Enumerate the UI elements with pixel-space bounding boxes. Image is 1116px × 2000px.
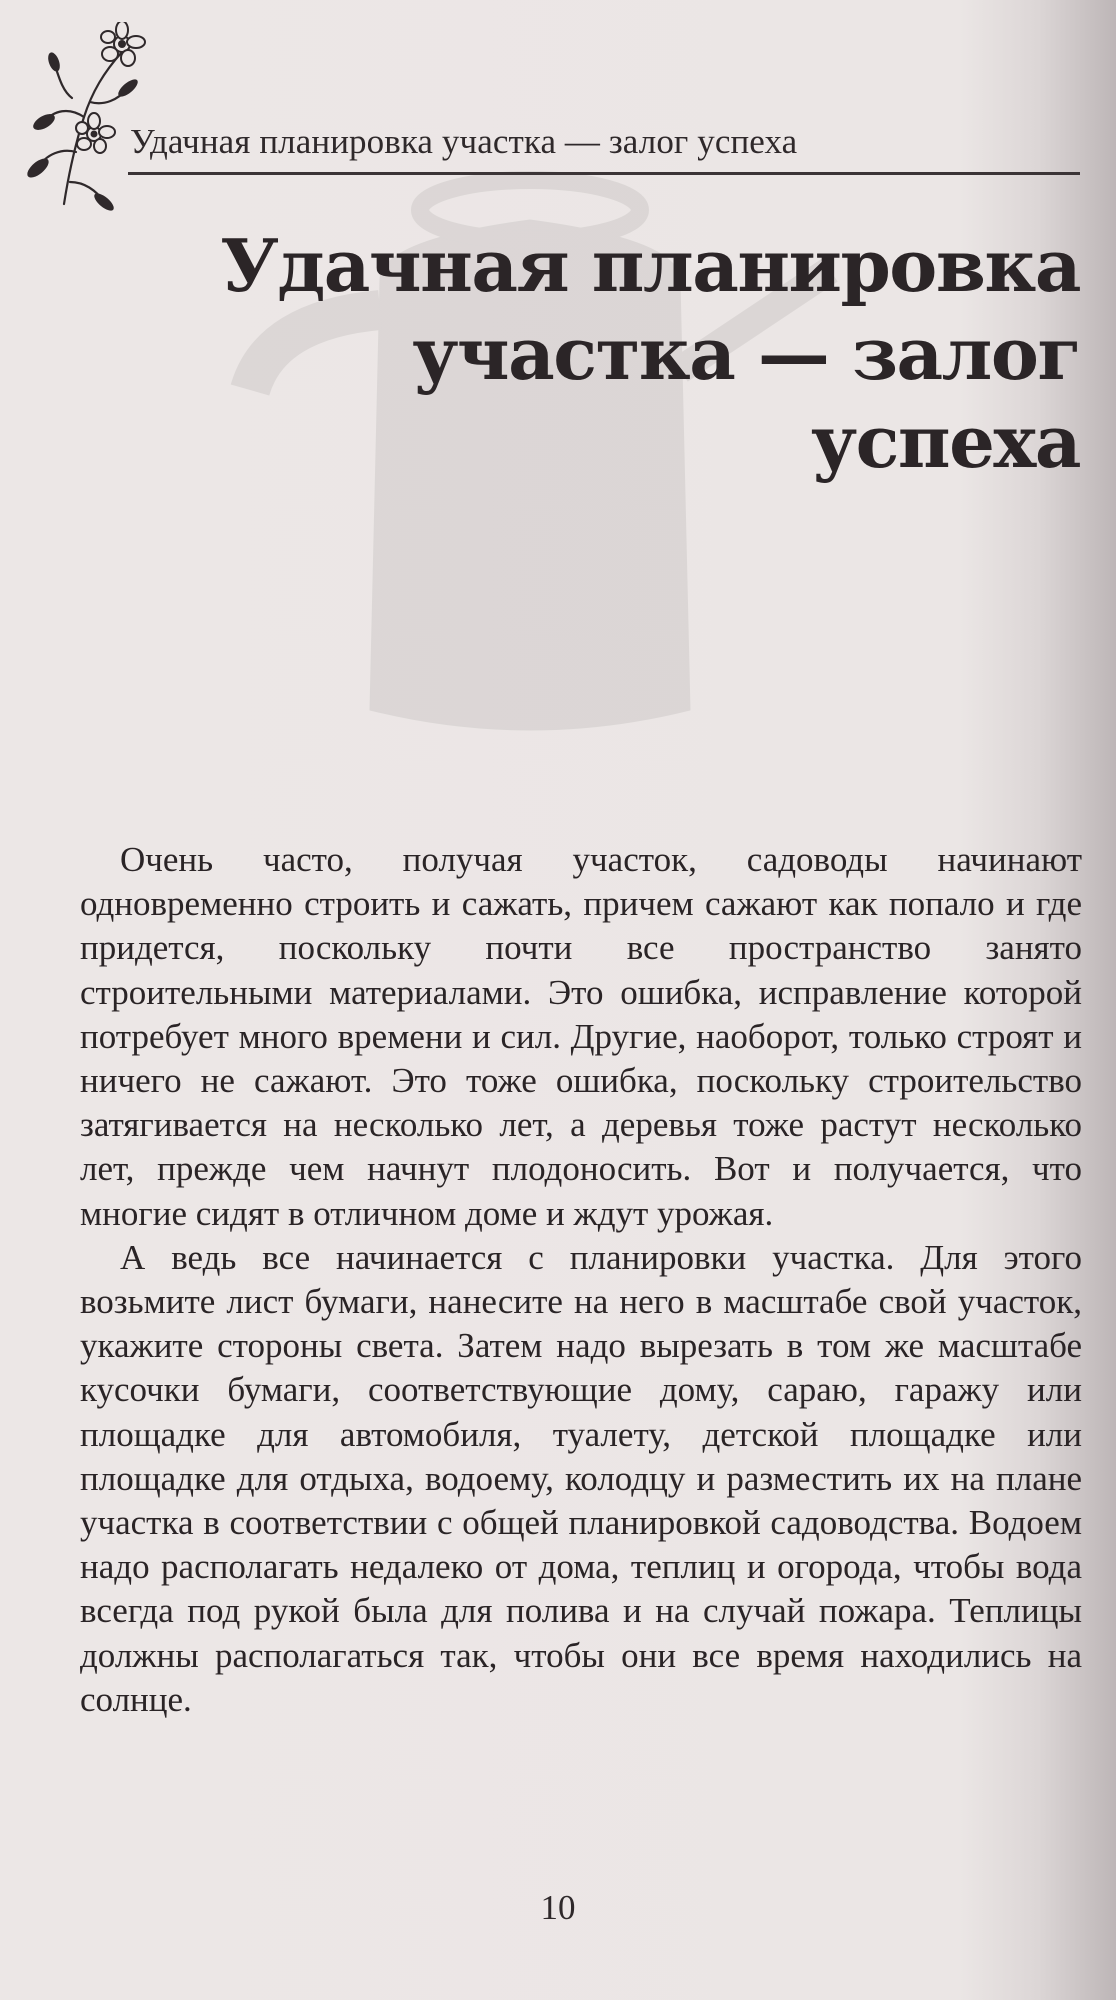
running-header-title: Удачная планировка участка — залог успеха (130, 122, 798, 161)
paragraph: А ведь все начинается с планировки участка. Для этого возьмите лист бумаги, нанесите на него в масштабе свой участок, укажите стороны света. Затем надо вырезать в том же масштабе кусочки бумаги, соответствующие дому, сараю, гаражу или площадке для автомобиля, туалету, детской площадке или площадке для отдыха, водоему, колодцу и разместить их на плане участка в соответствии с общей планировкой садоводства. Водоем надо располагать недалеко от дома, теплиц и огорода, чтобы вода всегда под рукой была для полива и на случай пожара. Теплицы должны располагаться так, чтобы они все время находились на солнце. (80, 1237, 1082, 1719)
chapter-title-line: успеха (810, 399, 1080, 484)
running-header (128, 120, 1080, 175)
chapter-title-line: Удачная планировка (220, 223, 1080, 308)
page-number: 10 (540, 1888, 576, 1927)
flower-ornament-icon (24, 22, 156, 212)
paragraph: Очень часто, получая участок, садоводы начинают одновременно строить и сажать, причем сажают как попало и где придется, поскольку почти все пространство занято строительными материалами. Это ошибка, исправление которой потребует много времени и сил. Другие, наоборот, только строят и ничего не сажают. Это тоже ошибка, поскольку строительство затягивается на несколько лет, а деревья тоже растут несколько лет, прежде чем начнут плодоносить. Вот и получается, что многие сидят в отличном доме и ждут урожая. (80, 840, 1082, 1233)
chapter-title (220, 222, 1080, 486)
chapter-title-line: участка — залог (412, 311, 1080, 396)
body-text (80, 838, 1082, 1722)
